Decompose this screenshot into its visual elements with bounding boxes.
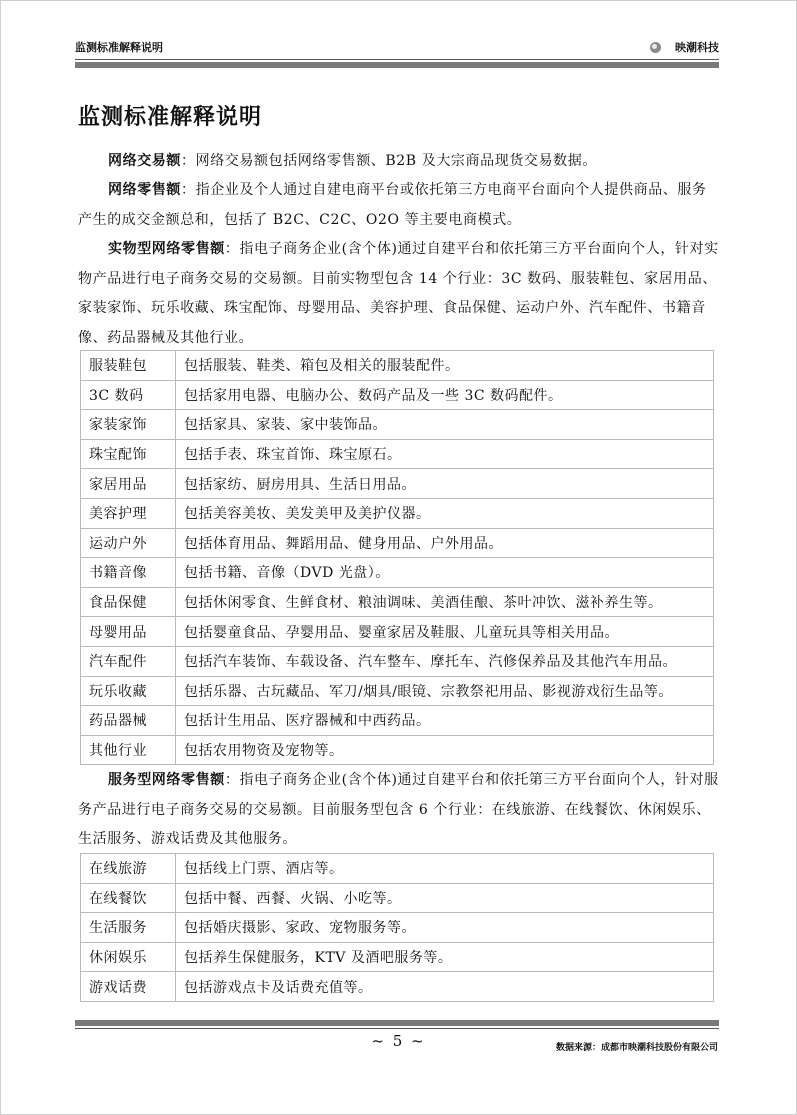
- category-cell: 家居用品: [81, 469, 176, 499]
- paragraph-physical-retail: [78, 235, 720, 353]
- header-rule-thick: [75, 62, 719, 68]
- description-cell: 包括线上门票、酒店等。: [176, 854, 714, 884]
- category-cell: 家装家饰: [81, 410, 176, 440]
- header-brand: [650, 39, 719, 55]
- description-cell: 包括美容美妆、美发美甲及美护仪器。: [176, 498, 714, 528]
- table-row: [81, 410, 714, 440]
- category-cell: 汽车配件: [81, 646, 176, 676]
- header-rule-thin: [75, 59, 719, 60]
- description-cell: 包括婴童食品、孕婴用品、婴童家居及鞋服、儿童玩具等相关用品。: [176, 617, 714, 647]
- description-cell: 包括服装、鞋类、箱包及相关的服装配件。: [176, 351, 714, 381]
- page-header: [75, 36, 719, 56]
- category-cell: 运动户外: [81, 528, 176, 558]
- paragraph-service-retail: [78, 766, 720, 855]
- term-definition: ：指电子商务企业(含个体)通过自建平台和依托第三方平台面向个人，针对服务产品进行电子商务交易的交易额。目前服务型包含 6 个行业：在线旅游、在线餐饮、休闲娱乐、生活服务、游戏话费及其他服务。: [78, 772, 719, 847]
- description-cell: 包括家纺、厨房用具、生活日用品。: [176, 469, 714, 499]
- table-row: [81, 854, 714, 884]
- table-row: [81, 706, 714, 736]
- physical-category-table: [80, 350, 714, 765]
- description-cell: 包括休闲零食、生鲜食材、粮油调味、美酒佳酿、茶叶冲饮、滋补养生等。: [176, 587, 714, 617]
- category-cell: 休闲娱乐: [81, 942, 176, 972]
- term-definition: ：指电子商务企业(含个体)通过自建平台和依托第三方平台面向个人，针对实物产品进行电子商务交易的交易额。目前实物型包含 14 个行业：3C 数码、服装鞋包、家居用品、家装家饰、玩乐收藏、珠宝配饰、母婴用品、美容护理、食品保健、运动户外、汽车配件、书籍音像、药品器械及其他行业。: [78, 241, 719, 346]
- category-cell: 食品保健: [81, 587, 176, 617]
- paragraph-network-transaction: [78, 147, 720, 177]
- table-row: [81, 469, 714, 499]
- category-cell: 母婴用品: [81, 617, 176, 647]
- table-row: [81, 735, 714, 765]
- footer-rule-thick: [75, 1020, 719, 1026]
- footer-rule-thin: [75, 1028, 719, 1029]
- table-row: [81, 942, 714, 972]
- description-cell: 包括家用电器、电脑办公、数码产品及一些 3C 数码配件。: [176, 380, 714, 410]
- table-row: [81, 913, 714, 943]
- category-cell: 生活服务: [81, 913, 176, 943]
- category-cell: 玩乐收藏: [81, 676, 176, 706]
- table-row: [81, 587, 714, 617]
- header-brand-name: 映潮科技: [675, 41, 719, 54]
- term-label: 实物型网络零售额: [108, 241, 225, 257]
- table-row: [81, 883, 714, 913]
- category-cell: 服装鞋包: [81, 351, 176, 381]
- table-row: [81, 528, 714, 558]
- brand-logo-icon: [650, 42, 661, 53]
- category-cell: 在线餐饮: [81, 883, 176, 913]
- description-cell: 包括体育用品、舞蹈用品、健身用品、户外用品。: [176, 528, 714, 558]
- description-cell: 包括婚庆摄影、家政、宠物服务等。: [176, 913, 714, 943]
- table-row: [81, 498, 714, 528]
- table-row: [81, 972, 714, 1002]
- table-row: [81, 617, 714, 647]
- page-number: ~ 5 ~: [371, 1032, 426, 1050]
- description-cell: 包括乐器、古玩藏品、军刀/烟具/眼镜、宗教祭祀用品、影视游戏衍生品等。: [176, 676, 714, 706]
- category-cell: 游戏话费: [81, 972, 176, 1002]
- category-cell: 3C 数码: [81, 380, 176, 410]
- category-cell: 珠宝配饰: [81, 439, 176, 469]
- description-cell: 包括养生保健服务，KTV 及酒吧服务等。: [176, 942, 714, 972]
- description-cell: 包括书籍、音像（DVD 光盘）。: [176, 558, 714, 588]
- description-cell: 包括汽车装饰、车载设备、汽车整车、摩托车、汽修保养品及其他汽车用品。: [176, 646, 714, 676]
- table-row: [81, 676, 714, 706]
- term-label: 网络交易额: [108, 153, 181, 169]
- service-category-table: [80, 853, 714, 1002]
- description-cell: 包括中餐、西餐、火锅、小吃等。: [176, 883, 714, 913]
- table-row: [81, 351, 714, 381]
- term-definition: ：网络交易额包括网络零售额、B2B 及大宗商品现货交易数据。: [181, 153, 597, 169]
- description-cell: 包括计生用品、医疗器械和中西药品。: [176, 706, 714, 736]
- table-row: [81, 646, 714, 676]
- category-cell: 书籍音像: [81, 558, 176, 588]
- table-row: [81, 558, 714, 588]
- page-title: 监测标准解释说明: [78, 105, 263, 130]
- table-row: [81, 439, 714, 469]
- description-cell: 包括家具、家装、家中装饰品。: [176, 410, 714, 440]
- description-cell: 包括游戏点卡及话费充值等。: [176, 972, 714, 1002]
- description-cell: 包括手表、珠宝首饰、珠宝原石。: [176, 439, 714, 469]
- table-row: [81, 380, 714, 410]
- term-definition: ：指企业及个人通过自建电商平台或依托第三方电商平台面向个人提供商品、服务产生的成交金额总和，包括了 B2C、C2C、O2O 等主要电商模式。: [78, 182, 707, 228]
- category-cell: 美容护理: [81, 498, 176, 528]
- term-label: 服务型网络零售额: [108, 772, 225, 788]
- term-label: 网络零售额: [108, 182, 181, 198]
- data-source: 数据来源：成都市映潮科技股份有限公司: [555, 1043, 718, 1053]
- category-cell: 在线旅游: [81, 854, 176, 884]
- header-title: 监测标准解释说明: [75, 41, 163, 54]
- paragraph-network-retail: [78, 176, 720, 235]
- description-cell: 包括农用物资及宠物等。: [176, 735, 714, 765]
- category-cell: 其他行业: [81, 735, 176, 765]
- category-cell: 药品器械: [81, 706, 176, 736]
